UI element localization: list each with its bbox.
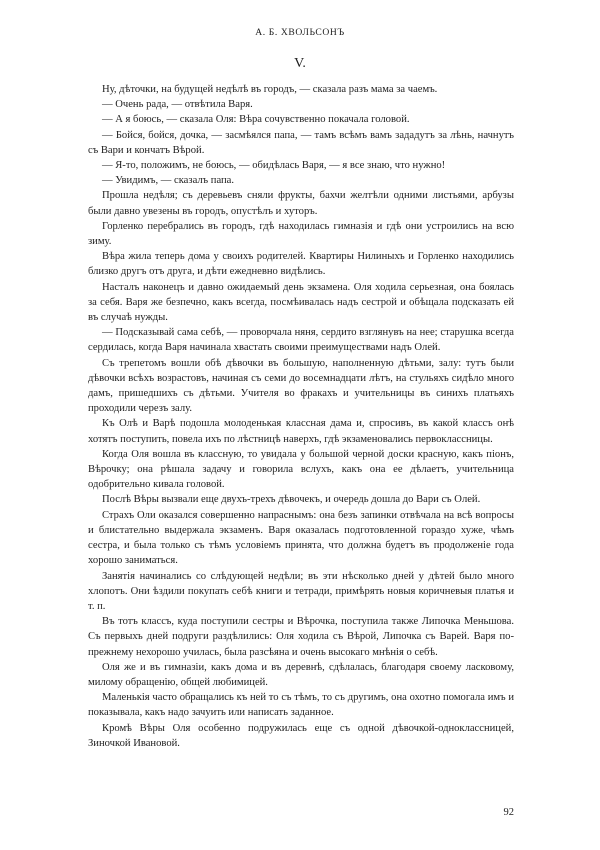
paragraph: Занятія начинались со слѣдующей недѣли; въ эти нѣсколько дней у дѣтей было много хлопотъ. Они ѣздили покупать себѣ книги и тетради, примѣрять новыя коричневыя платья и т. п. xyxy=(88,570,514,612)
paragraph: Страхъ Оли оказался совершенно напраснымъ: она безъ запинки отвѣчала на всѣ вопросы и блистательно выдержала экзаменъ. Варя оказалась подготовленной гораздо хуже, чѣмъ сестра, и была только съ тѣмъ условіемъ принята, что должна будетъ въ продолженіе года хорошо заниматься. xyxy=(88,509,514,567)
paragraph: Къ Олѣ и Варѣ подошла молоденькая классная дама и, спросивъ, въ какой классъ онѣ хотятъ поступить, повела ихъ по лѣстницѣ наверхъ, гдѣ экзаменовались первоклассницы. xyxy=(88,418,514,445)
paragraph: Маленькія часто обращались къ ней то съ тѣмъ, то съ другимъ, она охотно помогала имъ и показывала, какъ надо зачуить или написать заданное. xyxy=(88,692,514,719)
paragraph: — Бойся, бойся, дочка, — засмѣялся папа, — тамъ всѣмъ вамъ зададутъ за лѣнь, начнутъ съ Вари и кончатъ Вѣрой. xyxy=(88,129,514,156)
paragraph: Кромѣ Вѣры Оля особенно подружилась еще съ одной дѣвочкой-одноклассницей, Зиночкой Ивановой. xyxy=(88,722,514,749)
paragraph: Прошла недѣля; съ деревьевъ сняли фрукты, бахчи желтѣли одними листьями, арбузы были давно увезены въ городъ, опустѣлъ и хуторъ. xyxy=(88,190,514,217)
paragraph: Въ тотъ классъ, куда поступили сестры и Вѣрочка, поступила также Липочка Меньшова. Съ первыхъ дней подруги раздѣлились: Оля ходила съ Вѣрой, Липочка съ Варей. Варя по-прежнему нехорошо училась, была разсѣяна и очень высокаго мнѣнія о себѣ. xyxy=(88,616,514,658)
paragraph: Горленко перебрались въ городъ, гдѣ находилась гимназія и гдѣ они устроились на всю зиму. xyxy=(88,220,514,248)
running-header: А. Б. ХВОЛЬСОНЪ xyxy=(255,27,345,38)
paragraph: Когда Оля вошла въ классную, то увидала у большой черной доски красную, какъ піонъ, Вѣрочку; она рѣшала задачу и говорила вслухъ, какъ она ее дѣлаетъ, учительница одобрительно кивала головой. xyxy=(88,448,514,491)
paragraph: — Я-то, положимъ, не боюсь, — обидѣлась Варя, — я все знаю, что нужно! xyxy=(102,160,446,172)
body-text xyxy=(88,82,514,751)
paragraph: — Увидимъ, — сказалъ папа. xyxy=(102,175,235,187)
paragraph: Ну, дѣточки, на будущей недѣлѣ въ городъ, — сказала разъ мама за чаемъ. xyxy=(102,84,438,95)
chapter-number: V. xyxy=(294,56,306,71)
paragraph: Вѣра жила теперь дома у своихъ родителей. Квартиры Нилиныхъ и Горленко находились близко другъ отъ друга, и дѣти ежедневно видѣлись. xyxy=(88,251,514,278)
paragraph: — Очень рада, — отвѣтила Варя. xyxy=(102,99,253,111)
paragraph: — А я боюсь, — сказала Оля: Вѣра сочувственно покачала головой. xyxy=(102,114,410,126)
paragraph: Съ трепетомъ вошли обѣ дѣвочки въ большую, наполненную дѣтьми, залу: тутъ были дѣвочки всѣхъ возрастовъ, начиная съ семи до восемнадцати лѣтъ, на стульяхъ сидѣло много дамъ, пришедшихъ съ дѣтьми. Учителя во фракахъ и учительницы въ синихъ платьяхъ проходили черезъ залу. xyxy=(88,357,514,415)
paragraph: — Подсказывай сама себѣ, — проворчала няня, сердито взглянувъ на нее; старушка всегда сердилась, когда Варя начинала хвастать своими преимуществами надъ Олей. xyxy=(88,327,514,354)
paragraph: Послѣ Вѣры вызвали еще двухъ-трехъ дѣвочекъ, и очередь дошла до Вари съ Олей. xyxy=(102,494,481,506)
page-number: 92 xyxy=(503,807,514,818)
paragraph: Насталъ наконецъ и давно ожидаемый день экзамена. Оля ходила серьезная, она боялась за себя. Варя же безпечно, какъ всегда, посмѣивалась надъ сестрой и обѣщала подсказать ей въ случаѣ нужды. xyxy=(88,281,514,324)
paragraph: Оля же и въ гимназіи, какъ дома и въ деревнѣ, сдѣлалась, благодаря своему ласковому, милому обращенію, общей любимицей. xyxy=(88,661,514,688)
